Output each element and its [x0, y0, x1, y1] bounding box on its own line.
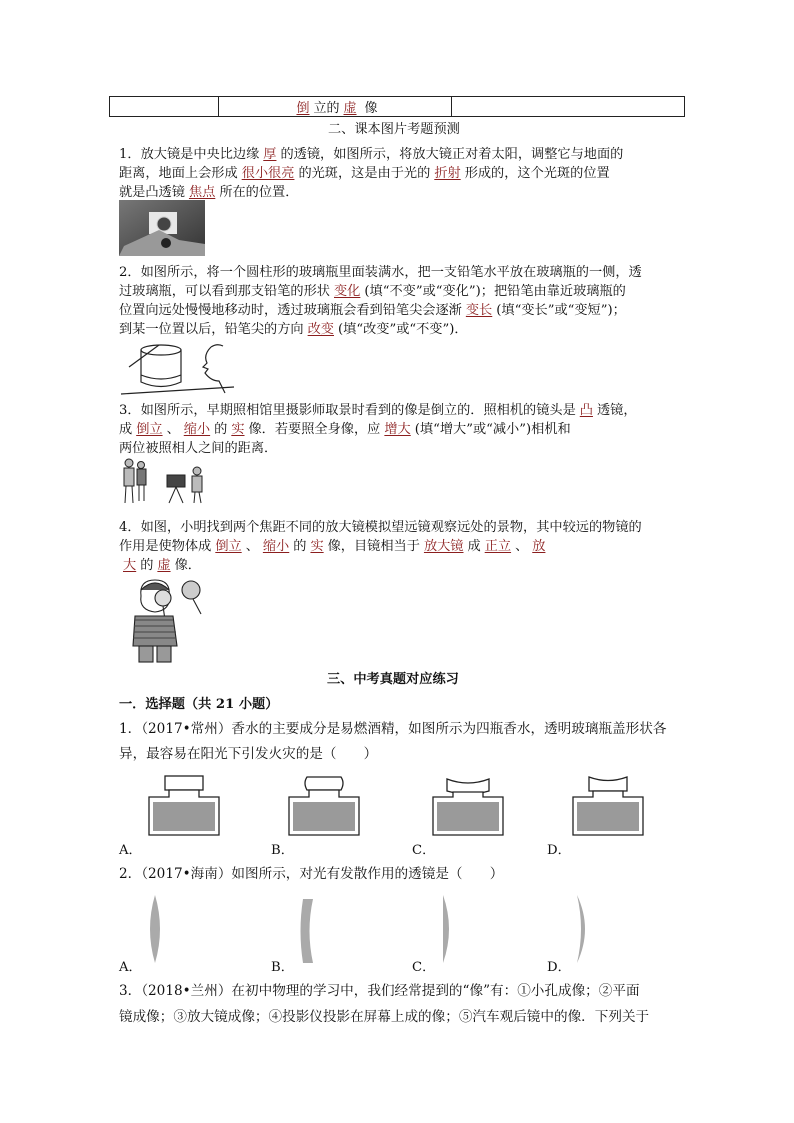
lens-a-convex	[145, 893, 165, 965]
blank-answer: 焦点	[188, 185, 216, 200]
s3q1-line1: 1．（2017•常州）香水的主要成分是易燃酒精，如图所示为四瓶香水，透明玻璃瓶盖形状各	[119, 721, 667, 737]
lens-b-concave	[299, 897, 319, 965]
q1-line2: 距离，地面上会形成 很小很亮 的光斑，这是由于光的 折射 形成的，这个光斑的位置	[119, 166, 610, 181]
q2-line1: 2．如图所示，将一个圆柱形的玻璃瓶里面装满水，把一支铅笔水平放在玻璃瓶的一侧，透	[119, 265, 642, 280]
boy-telescope-illustration	[119, 576, 209, 664]
q3-line3: 两位被照相人之间的距离．	[119, 441, 278, 456]
text: 立的	[313, 101, 340, 116]
q3-line2: 成 倒立 、 缩小 的 实 像．若要照全身像，应 增大 (填“增大”或“减小”)相机和	[119, 422, 571, 437]
q2-line3: 位置向远处慢慢地移动时，透过玻璃瓶会看到铅笔尖会逐渐 变长 (填“变长”或“变短”)；	[119, 303, 626, 318]
bottle-a-flat-cap	[147, 775, 223, 837]
blank-answer: 变化	[334, 284, 361, 299]
bottle-b-convex-cap	[287, 775, 363, 837]
blank-answer: 缩小	[262, 539, 290, 554]
q4-line2: 作用是使物体成 倒立 、 缩小 的 实 像，目镜相当于 放大镜 成 正立 、 放	[119, 537, 679, 556]
bottle-d-concave-cap	[571, 775, 647, 837]
option-a[interactable]: A．	[119, 843, 142, 858]
blank-answer: 虚	[343, 101, 357, 116]
blank-answer: 实	[231, 422, 245, 437]
blank-answer: 变长	[465, 303, 493, 318]
magnifier-photo	[119, 200, 205, 256]
section-title: 二、课本图片考题预测	[328, 122, 460, 137]
option-d[interactable]: D．	[547, 960, 571, 975]
lens-d-meniscus	[573, 893, 595, 965]
option-c[interactable]: C．	[412, 843, 436, 858]
q4-line3: 大 的 虚 像．	[119, 556, 679, 575]
q2-line2: 过玻璃瓶，可以看到那支铅笔的形状 变化 (填“不变”或“变化”)；把铅笔由靠近玻璃瓶的	[119, 284, 626, 299]
lens-c-plano-convex	[437, 893, 457, 965]
blank-answer: 很小很亮	[241, 166, 295, 181]
blank-answer: 凸	[579, 403, 593, 418]
blank-answer: 虚	[157, 558, 171, 573]
s3q3-line1: 3．（2018•兰州）在初中物理的学习中，我们经常提到的“像”有：①小孔成像；②平面	[119, 983, 640, 999]
blank-answer: 缩小	[183, 422, 211, 437]
text: 像	[364, 101, 378, 116]
q4-line1: 4．如图，小明找到两个焦距不同的放大镜模拟望远镜观察远处的景物，其中较远的物镜的	[119, 520, 642, 535]
option-a[interactable]: A．	[119, 960, 142, 975]
blank-answer: 倒	[296, 101, 310, 116]
blank-answer: 放大镜	[423, 539, 464, 554]
section-title: 三、中考真题对应练习	[327, 672, 459, 687]
blank-answer: 倒立	[136, 422, 163, 437]
q3-line1: 3．如图所示，早期照相馆里摄影师取景时看到的像是倒立的．照相机的镜头是 凸 透镜，	[119, 403, 637, 418]
q1-line1: 1．放大镜是中央比边缘 厚 的透镜，如图所示，将放大镜正对着太阳，调整它与地面的	[119, 147, 624, 162]
option-d[interactable]: D．	[547, 843, 571, 858]
blank-answer: 厚	[263, 147, 277, 162]
table-cell	[452, 97, 685, 117]
answer-table	[109, 96, 685, 117]
blank-answer: 增大	[384, 422, 411, 437]
blank-answer: 实	[310, 539, 324, 554]
bottle-c-concave-cap	[431, 775, 507, 837]
blank-answer: 折射	[434, 166, 461, 181]
bottle-pencil-illustration	[119, 337, 239, 397]
option-b[interactable]: B．	[271, 843, 294, 858]
blank-answer: 大	[123, 558, 137, 573]
s3q1-line2: 异，最容易在阳光下引发火灾的是（ ）	[119, 746, 378, 762]
blank-answer: 改变	[307, 322, 334, 337]
blank-answer: 放	[532, 539, 546, 554]
blank-answer: 倒立	[215, 539, 242, 554]
option-c[interactable]: C．	[412, 960, 436, 975]
table-cell	[110, 97, 219, 117]
q2-line4: 到某一位置以后，铅笔尖的方向 改变 (填“改变”或“不变”)．	[119, 322, 468, 337]
blank-answer: 正立	[484, 539, 512, 554]
subsection-title: 一．选择题（共 21 小题）	[119, 697, 279, 712]
q1-line3: 就是凸透镜 焦点 所在的位置．	[119, 185, 299, 200]
s3q3-line2: 镜成像；③放大镜成像；④投影仪投影在屏幕上成的像；⑤汽车观后镜中的像．下列关于	[119, 1009, 650, 1025]
option-b[interactable]: B．	[271, 960, 294, 975]
photo-studio-illustration	[119, 457, 211, 505]
table-cell	[219, 97, 452, 117]
s3q2-line1: 2．（2017•海南）如图所示，对光有发散作用的透镜是（ ）	[119, 866, 504, 882]
